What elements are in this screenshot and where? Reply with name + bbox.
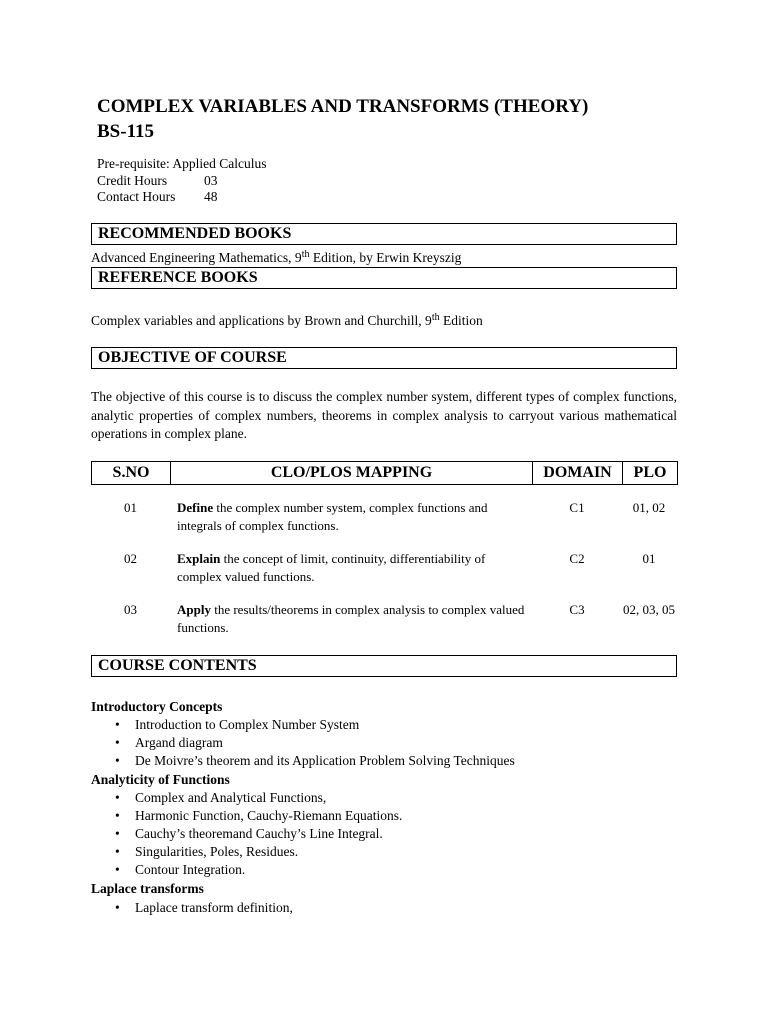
course-title-line1: COMPLEX VARIABLES AND TRANSFORMS (THEORY) — [97, 96, 589, 117]
row-domain: C3 — [569, 602, 585, 617]
list-item: • Harmonic Function, Cauchy-Riemann Equations. — [91, 807, 402, 825]
prerequisite: Pre-requisite: Applied Calculus — [97, 156, 267, 171]
reference-books-heading: REFERENCE BOOKS — [91, 267, 677, 289]
header-sno: S.NO — [92, 462, 171, 484]
clo-table-header — [91, 461, 678, 485]
topic-list — [91, 716, 515, 770]
list-item: • Laplace transform definition, — [91, 899, 293, 917]
row-domain: C2 — [569, 551, 585, 566]
reference-book-text-end: Edition — [439, 313, 483, 328]
list-item: • De Moivre’s theorem and its Application Problem Solving Techniques — [91, 752, 515, 770]
list-item: • Introduction to Complex Number System — [91, 716, 515, 734]
credit-hours-label: Credit Hours — [97, 172, 168, 188]
reference-book-text: Complex variables and applications by Brown and Churchill, 9 — [91, 313, 432, 328]
list-item: • Complex and Analytical Functions, — [91, 789, 402, 807]
row-plo: 01 — [642, 551, 656, 566]
contact-hours-value: 48 — [204, 189, 218, 204]
recommended-book-sup: th — [301, 249, 310, 260]
credit-hours-row — [97, 173, 266, 190]
list-item: • Contour Integration. — [91, 861, 402, 879]
reference-book-sup: th — [431, 312, 440, 323]
list-item: • Argand diagram — [91, 734, 515, 752]
table-row — [91, 499, 678, 535]
row-verb: Apply — [177, 602, 211, 617]
row-verb: Define — [177, 500, 214, 515]
row-plo: 02, 03, 05 — [623, 602, 675, 617]
objective-heading: OBJECTIVE OF COURSE — [91, 347, 677, 369]
topic-list — [91, 899, 293, 917]
row-sno: 02 — [124, 551, 137, 566]
recommended-books-heading: RECOMMENDED BOOKS — [91, 223, 677, 245]
row-verb: Explain — [177, 551, 221, 566]
row-domain: C1 — [569, 500, 585, 515]
recommended-book-text: Advanced Engineering Mathematics, 9 — [91, 250, 302, 265]
row-text: the complex number system, complex functions and integrals of complex functions. — [177, 500, 488, 533]
recommended-book — [91, 249, 461, 266]
row-text: the concept of limit, continuity, differentiability of complex valued functions. — [177, 551, 486, 584]
table-row — [91, 550, 678, 586]
topic-list — [91, 789, 402, 879]
contact-hours-row — [97, 189, 266, 206]
header-plo: PLO — [633, 464, 667, 481]
row-plo: 01, 02 — [632, 500, 666, 515]
recommended-book-text-end: Edition, by Erwin Kreyszig — [309, 250, 462, 265]
row-description — [170, 499, 532, 535]
course-title — [97, 94, 697, 144]
course-code: BS-115 — [97, 121, 155, 142]
reference-book — [91, 312, 483, 329]
topic-heading: Analyticity of Functions — [91, 772, 230, 787]
list-item: • Singularities, Poles, Residues. — [91, 843, 402, 861]
row-description — [170, 550, 532, 586]
objective-text: The objective of this course is to discuss the complex number system, different types of complex functions, analytic properties of complex numbers, theorems in complex analysis to carryout various mathematical operations in complex plane. — [91, 389, 677, 441]
row-sno: 01 — [124, 500, 137, 515]
contact-hours-label: Contact Hours — [97, 189, 176, 204]
topic-heading: Introductory Concepts — [91, 699, 223, 714]
list-item: • Cauchy’s theoremand Cauchy’s Line Integral. — [91, 825, 402, 843]
topic-heading: Laplace transforms — [91, 881, 204, 896]
course-meta — [97, 156, 266, 206]
table-row — [91, 601, 678, 637]
row-description — [170, 601, 532, 637]
credit-hours-value: 03 — [204, 172, 218, 188]
row-sno: 03 — [124, 602, 137, 617]
header-domain: DOMAIN — [533, 462, 623, 484]
header-mapping: CLO/PLOS MAPPING — [171, 462, 533, 484]
row-text: the results/theorems in complex analysis to complex valued functions. — [177, 602, 525, 635]
course-contents-heading: COURSE CONTENTS — [91, 655, 677, 677]
